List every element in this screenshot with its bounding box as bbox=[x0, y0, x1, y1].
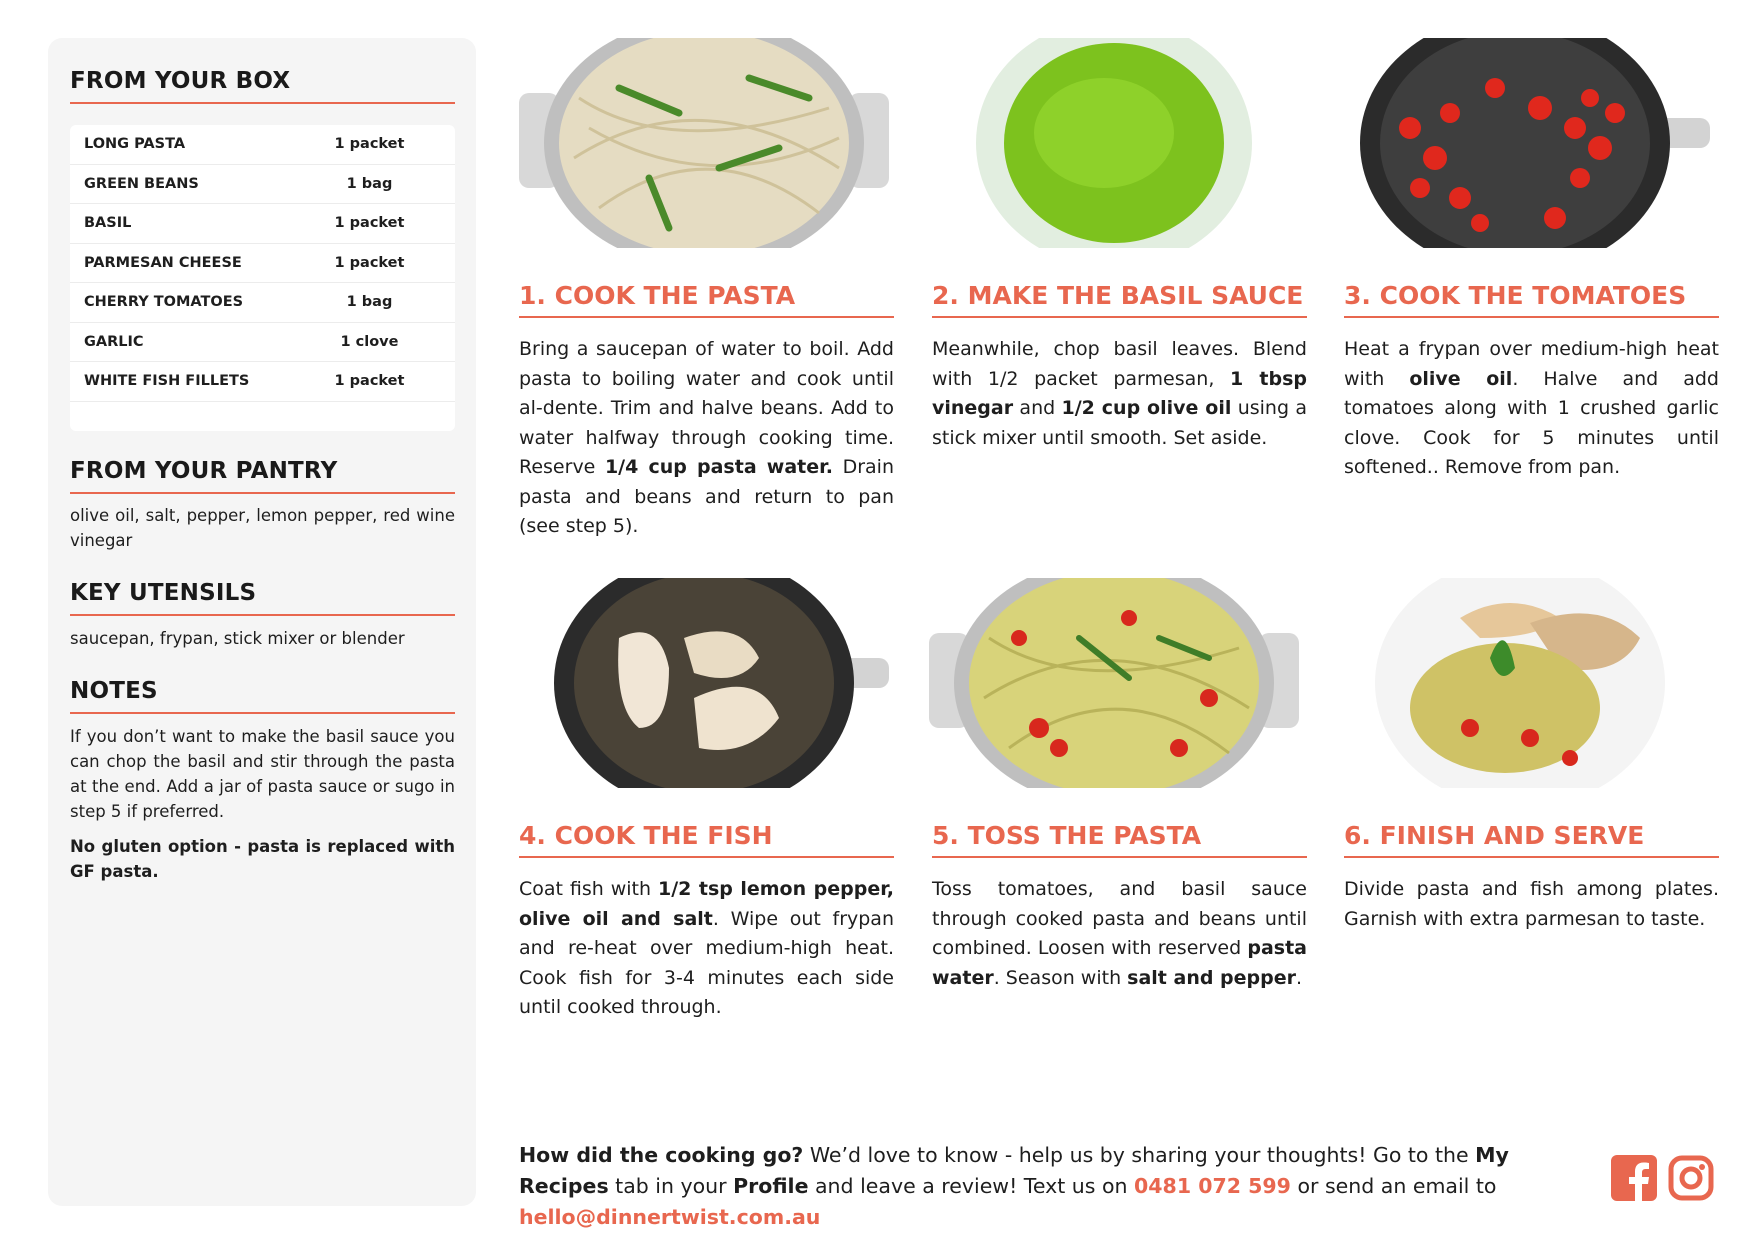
ingredient-name: WHITE FISH FILLETS bbox=[84, 373, 250, 390]
email-link[interactable]: hello@dinnertwist.com.au bbox=[519, 1205, 821, 1229]
table-row bbox=[70, 165, 455, 205]
instagram-icon[interactable] bbox=[1668, 1155, 1714, 1201]
step-4-title: 4. COOK THE FISH bbox=[519, 821, 894, 858]
ingredient-name: PARMESAN CHEESE bbox=[84, 254, 242, 271]
fish-frypan-photo bbox=[519, 578, 889, 788]
step-text-bold: pasta water bbox=[932, 937, 1307, 989]
ingredient-qty: 1 packet bbox=[334, 254, 405, 271]
ingredient-name: GREEN BEANS bbox=[84, 175, 199, 192]
ingredient-qty: 1 packet bbox=[334, 215, 405, 232]
step-text-segment: Heat a frypan over medium-high heat with bbox=[1344, 338, 1719, 390]
footer-text: We’d love to know - help us by sharing your thoughts! Go to the bbox=[803, 1143, 1476, 1167]
step-3-text bbox=[1344, 335, 1719, 483]
table-row bbox=[70, 283, 455, 323]
ingredients-table bbox=[70, 125, 455, 431]
feedback-question: How did the cooking go? bbox=[519, 1143, 804, 1167]
step-2-title: 2. MAKE THE BASIL SAUCE bbox=[932, 281, 1307, 318]
step-text-segment: Divide pasta and fish among plates. Garnish with extra parmesan to taste. bbox=[1344, 878, 1719, 930]
feedback-footer bbox=[519, 1140, 1579, 1233]
step-text-bold: 1/4 cup pasta water. bbox=[604, 456, 834, 478]
facebook-icon[interactable] bbox=[1611, 1155, 1657, 1201]
table-row-empty bbox=[70, 402, 455, 432]
tossed-pasta-photo bbox=[929, 578, 1299, 788]
from-your-box-heading: FROM YOUR BOX bbox=[70, 68, 455, 104]
ingredient-qty: 1 packet bbox=[334, 136, 405, 153]
table-row bbox=[70, 244, 455, 284]
key-utensils-heading: KEY UTENSILS bbox=[70, 580, 455, 616]
plated-dish-photo bbox=[1340, 578, 1710, 788]
utensils-text: saucepan, frypan, stick mixer or blender bbox=[70, 629, 405, 648]
step-text-segment: Coat fish with bbox=[519, 878, 658, 900]
step-text-bold: salt and pepper bbox=[1127, 966, 1297, 989]
footer-text: tab in your bbox=[608, 1174, 734, 1198]
pasta-pot-photo bbox=[519, 38, 889, 248]
gluten-free-note: No gluten option - pasta is replaced with GF pasta. bbox=[70, 837, 455, 881]
from-your-pantry-heading: FROM YOUR PANTRY bbox=[70, 458, 455, 494]
step-text-segment: Toss tomatoes, and basil sauce through cooked pasta and beans until combined. Loosen with reserved bbox=[932, 878, 1307, 959]
step-6-title: 6. FINISH AND SERVE bbox=[1344, 821, 1719, 858]
step-1-title: 1. COOK THE PASTA bbox=[519, 281, 894, 318]
profile-link[interactable]: Profile bbox=[733, 1174, 809, 1198]
step-text-segment: Meanwhile, chop basil leaves. Blend with 1/2 packet parmesan, bbox=[932, 338, 1307, 390]
ingredient-name: BASIL bbox=[84, 215, 132, 232]
step-1-text bbox=[519, 335, 894, 542]
phone-link[interactable]: 0481 072 599 bbox=[1134, 1174, 1291, 1198]
footer-text: or send an email to bbox=[1290, 1174, 1497, 1198]
step-3-title: 3. COOK THE TOMATOES bbox=[1344, 281, 1719, 318]
step-text-segment: Bring a saucepan of water to boil. Add pasta to boiling water and cook until al-dente. Trim and halve beans. Add to water halfway through cooking time. Reserve bbox=[519, 338, 894, 478]
step-text-bold: 1 tbsp vinegar bbox=[932, 367, 1307, 419]
ingredient-name: GARLIC bbox=[84, 333, 144, 350]
step-5-title: 5. TOSS THE PASTA bbox=[932, 821, 1307, 858]
ingredient-qty: 1 bag bbox=[346, 175, 393, 192]
step-2-text bbox=[932, 335, 1307, 453]
sidebar-panel bbox=[48, 38, 476, 1206]
step-text-bold: olive oil bbox=[1409, 367, 1513, 390]
table-row bbox=[70, 362, 455, 402]
step-5-text bbox=[932, 875, 1307, 993]
pantry-text: olive oil, salt, pepper, lemon pepper, red wine vinegar bbox=[70, 506, 455, 550]
step-text-segment: . bbox=[1296, 966, 1303, 989]
basil-sauce-photo bbox=[929, 38, 1299, 248]
table-row bbox=[70, 204, 455, 244]
step-text-segment: and bbox=[1013, 397, 1062, 419]
my-recipes-link[interactable]: My Recipes bbox=[519, 1143, 1509, 1198]
notes-text: If you don’t want to make the basil sauce you can chop the basil and stir through the pasta at the end. Add a jar of pasta sauce or sugo in step 5 if preferred. bbox=[70, 727, 455, 821]
step-text-bold: 1/2 tsp lemon pepper, olive oil and salt bbox=[519, 878, 894, 930]
notes-heading: NOTES bbox=[70, 678, 455, 714]
tomato-frypan-photo bbox=[1340, 38, 1710, 248]
step-6-text bbox=[1344, 875, 1719, 934]
ingredient-name: LONG PASTA bbox=[84, 136, 186, 153]
step-text-segment: . Halve and add tomatoes along with 1 crushed garlic clove. Cook for 5 minutes until softened.. Remove from pan. bbox=[1344, 367, 1719, 478]
footer-text: and leave a review! Text us on bbox=[808, 1174, 1135, 1198]
step-text-segment: . Wipe out frypan and re-heat over medium-high heat. Cook fish for 3-4 minutes each side until cooked through. bbox=[519, 907, 894, 1018]
step-text-segment: Drain pasta and beans and return to pan (see step 5). bbox=[519, 456, 894, 537]
step-text-segment: using a stick mixer until smooth. Set aside. bbox=[932, 397, 1307, 449]
step-4-text bbox=[519, 875, 894, 1023]
ingredient-name: CHERRY TOMATOES bbox=[84, 294, 244, 311]
ingredient-qty: 1 bag bbox=[346, 294, 393, 311]
step-text-bold: 1/2 cup olive oil bbox=[1061, 397, 1232, 419]
table-row bbox=[70, 323, 455, 363]
ingredient-qty: 1 packet bbox=[334, 373, 405, 390]
step-text-segment: . Season with bbox=[993, 966, 1128, 989]
table-row bbox=[70, 125, 455, 165]
ingredient-qty: 1 clove bbox=[340, 333, 399, 350]
